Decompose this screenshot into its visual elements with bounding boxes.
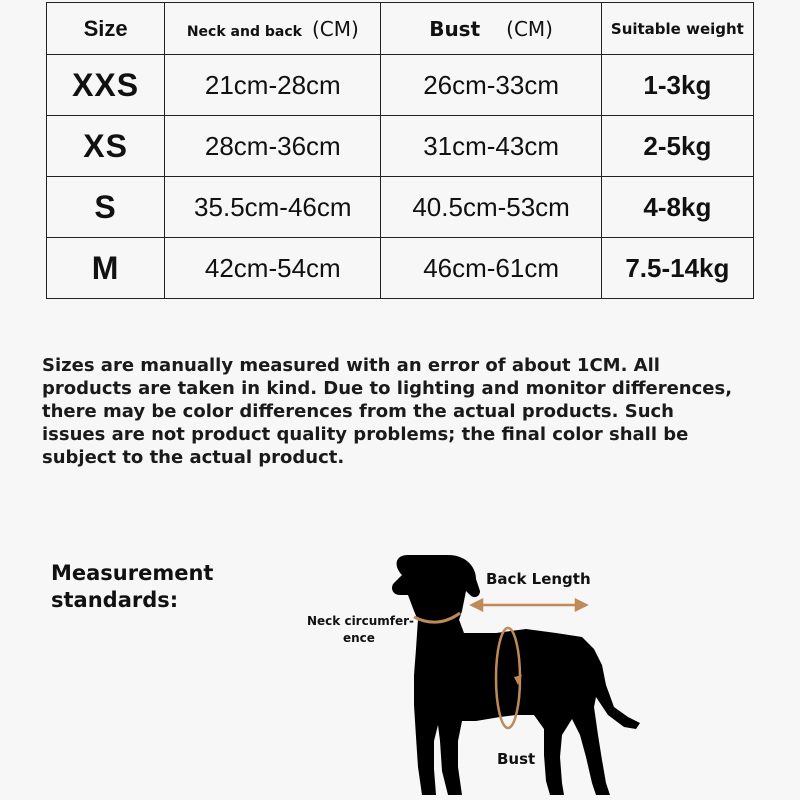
double-arrow-icon bbox=[472, 600, 586, 610]
dog-measurement-diagram bbox=[290, 545, 660, 800]
neck-cell: 28cm-36cm bbox=[165, 116, 381, 177]
table-row bbox=[47, 238, 754, 299]
table-row bbox=[47, 55, 754, 116]
table-row bbox=[47, 116, 754, 177]
back-length-label: Back Length bbox=[486, 570, 591, 588]
size-cell: M bbox=[47, 238, 165, 299]
bust-unit: (CM) bbox=[506, 16, 553, 41]
neck-cell: 42cm-54cm bbox=[165, 238, 381, 299]
bust-label: Bust bbox=[497, 750, 536, 768]
bust-cell: 31cm-43cm bbox=[381, 116, 601, 177]
bust-cell: 46cm-61cm bbox=[381, 238, 601, 299]
measurement-standards-title: Measurement standards: bbox=[51, 561, 214, 612]
bust-cell: 40.5cm-53cm bbox=[381, 177, 601, 238]
neck-circumference-label-line2: ence bbox=[343, 631, 375, 645]
neck-circumference-label-line1: Neck circumfer- bbox=[307, 614, 415, 628]
weight-cell: 4-8kg bbox=[601, 177, 753, 238]
neck-cell: 35.5cm-46cm bbox=[165, 177, 381, 238]
header-bust: Bust (CM) bbox=[381, 3, 601, 55]
weight-cell: 1-3kg bbox=[601, 55, 753, 116]
neck-cell: 21cm-28cm bbox=[165, 55, 381, 116]
table-header-row bbox=[47, 3, 754, 55]
weight-cell: 2-5kg bbox=[601, 116, 753, 177]
neck-unit: (CM) bbox=[311, 16, 359, 41]
size-cell: S bbox=[47, 177, 165, 238]
size-cell: XS bbox=[47, 116, 165, 177]
size-cell: XXS bbox=[47, 55, 165, 116]
weight-cell: 7.5-14kg bbox=[601, 238, 753, 299]
header-size: Size bbox=[47, 3, 165, 55]
header-suitable-weight: Suitable weight bbox=[601, 3, 753, 55]
table-row bbox=[47, 177, 754, 238]
bust-cell: 26cm-33cm bbox=[381, 55, 601, 116]
size-chart-table bbox=[46, 2, 754, 299]
header-neck-and-back: Neck and back (CM) bbox=[165, 3, 381, 55]
disclaimer-text: Sizes are manually measured with an error of about 1CM. All products are taken in kind. Due to lighting and monitor differences, there may be color differences from the actual products. Such issues are not product quality problems; the final color shall be subject to the actual product. bbox=[42, 355, 733, 468]
